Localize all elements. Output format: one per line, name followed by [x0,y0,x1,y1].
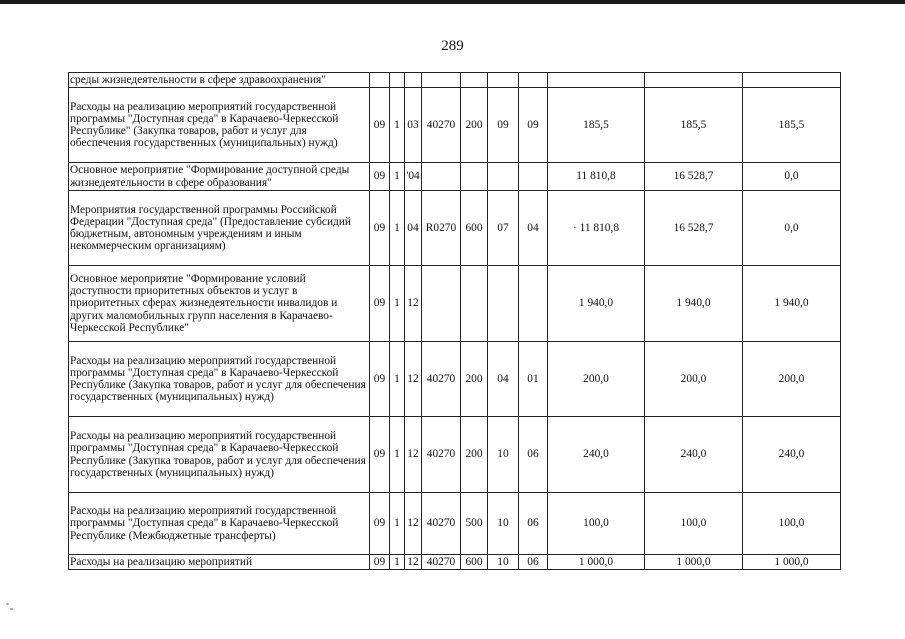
cell-value-1: 240,0 [548,417,645,493]
page-number: 289 [441,38,464,54]
cell-value-1: 185,5 [548,88,645,163]
cell-section: 10 [488,493,519,555]
cell-value-1: · 11 810,8 [548,191,645,266]
cell-section: 10 [488,417,519,493]
cell-direction [422,73,461,88]
row-description: среды жизнедеятельности в сфере здравоохранения" [69,73,370,88]
scan-speck [6,603,9,605]
cell-program: 1 [390,266,405,342]
cell-program: 1 [390,163,405,191]
cell-expense-type: 200 [461,342,488,417]
cell-value-3: 240,0 [743,417,841,493]
table-row [69,163,841,191]
cell-expense-type: 200 [461,417,488,493]
table-row [69,73,841,88]
table-row [69,555,841,570]
cell-value-2: 1 000,0 [645,555,743,570]
cell-event: 12 [405,555,422,570]
cell-value-2: 16 528,7 [645,191,743,266]
cell-expense-type: 500 [461,493,488,555]
cell-expense-type: 200 [461,88,488,163]
cell-value-2: 240,0 [645,417,743,493]
cell-expense-type [461,163,488,191]
table-row [69,493,841,555]
cell-direction: 40270 [422,417,461,493]
cell-section [488,163,519,191]
cell-value-2: 185,5 [645,88,743,163]
cell-subsection: 06 [519,555,548,570]
scan-speck [10,608,13,610]
cell-value-3: 1 000,0 [743,555,841,570]
cell-subsection: 06 [519,493,548,555]
cell-expense-type [461,73,488,88]
table-row [69,266,841,342]
cell-program: 1 [390,342,405,417]
cell-section: 09 [488,88,519,163]
cell-subsection: 04 [519,191,548,266]
cell-section: 07 [488,191,519,266]
row-description: Расходы на реализацию мероприятий государственной программы "Доступная среда" в Карачаево-Черкесской Республике (Межбюджетные трансферты) [69,493,370,555]
row-description: Расходы на реализацию мероприятий государственной программы "Доступная среда" в Карачаево-Черкесской Республике (Закупка товаров, работ и услуг для обеспечения государственных (муниципальных) нужд) [69,417,370,493]
cell-value-2: 200,0 [645,342,743,417]
budget-table [68,72,841,570]
cell-event: 04 [405,191,422,266]
cell-grbs: 09 [370,191,390,266]
row-description: Расходы на реализацию мероприятий государственной программы "Доступная среда" в Карачаево-Черкесской Республике (Закупка товаров, работ и услуг для обеспечения государственных (муниципальных) нужд) [69,342,370,417]
cell-program: 1 [390,417,405,493]
row-description: Расходы на реализацию мероприятий государственной программы "Доступная среда" в Карачаево-Черкесской Республике" (Закупка товаров, работ и услуг для обеспечения государственных (муниципальных) нужд) [69,88,370,163]
cell-value-2: 16 528,7 [645,163,743,191]
cell-value-1: 1 000,0 [548,555,645,570]
cell-direction: 40270 [422,88,461,163]
cell-subsection: 09 [519,88,548,163]
cell-program: 1 [390,555,405,570]
cell-expense-type [461,266,488,342]
cell-grbs: 09 [370,417,390,493]
cell-direction: 40270 [422,342,461,417]
cell-subsection [519,163,548,191]
cell-program: 1 [390,191,405,266]
table-row [69,417,841,493]
cell-value-1: 100,0 [548,493,645,555]
cell-direction: 40270 [422,555,461,570]
cell-value-1: 1 940,0 [548,266,645,342]
cell-value-3: 0,0 [743,163,841,191]
cell-grbs: 09 [370,493,390,555]
row-description: Расходы на реализацию мероприятий [69,555,370,570]
cell-event: 12 [405,493,422,555]
cell-value-3: 100,0 [743,493,841,555]
cell-direction [422,163,461,191]
cell-grbs: 09 [370,266,390,342]
cell-direction: R0270 [422,191,461,266]
cell-grbs: 09 [370,342,390,417]
cell-value-3: 200,0 [743,342,841,417]
scan-top-edge [0,0,905,4]
cell-subsection [519,266,548,342]
cell-program: 1 [390,493,405,555]
cell-event: 03 [405,88,422,163]
row-description: Основное мероприятие "Формирование условий доступности приоритетных объектов и услуг в приоритетных сферах жизнедеятельности инвалидов и других маломобильных групп населения в Карачаево-Черкесской Республике" [69,266,370,342]
cell-program: 1 [390,88,405,163]
cell-value-2: 100,0 [645,493,743,555]
cell-section [488,266,519,342]
cell-grbs: 09 [370,163,390,191]
table-row [69,88,841,163]
cell-section: 04 [488,342,519,417]
cell-value-3 [743,73,841,88]
cell-value-1 [548,73,645,88]
row-description: Мероприятия государственной программы Российской Федерации "Доступная среда" (Предоставление субсидий бюджетным, автономным учреждениям и иным некоммерческим организациям) [69,191,370,266]
cell-section: 10 [488,555,519,570]
table-row [69,191,841,266]
cell-value-1: 11 810,8 [548,163,645,191]
cell-event: '04 [405,163,422,191]
cell-event: 12 [405,266,422,342]
cell-subsection: 06 [519,417,548,493]
cell-event: 12 [405,417,422,493]
cell-event: 12 [405,342,422,417]
cell-grbs [370,73,390,88]
row-description: Основное мероприятие "Формирование доступной среды жизнедеятельности в сфере образования" [69,163,370,191]
cell-direction: 40270 [422,493,461,555]
cell-expense-type: 600 [461,555,488,570]
cell-value-3: 185,5 [743,88,841,163]
cell-program [390,73,405,88]
cell-value-1: 200,0 [548,342,645,417]
cell-value-3: 0,0 [743,191,841,266]
cell-grbs: 09 [370,88,390,163]
cell-section [488,73,519,88]
table-row [69,342,841,417]
cell-expense-type: 600 [461,191,488,266]
cell-value-2 [645,73,743,88]
cell-direction [422,266,461,342]
cell-value-3: 1 940,0 [743,266,841,342]
cell-value-2: 1 940,0 [645,266,743,342]
cell-event [405,73,422,88]
cell-subsection: 01 [519,342,548,417]
cell-grbs: 09 [370,555,390,570]
cell-subsection [519,73,548,88]
